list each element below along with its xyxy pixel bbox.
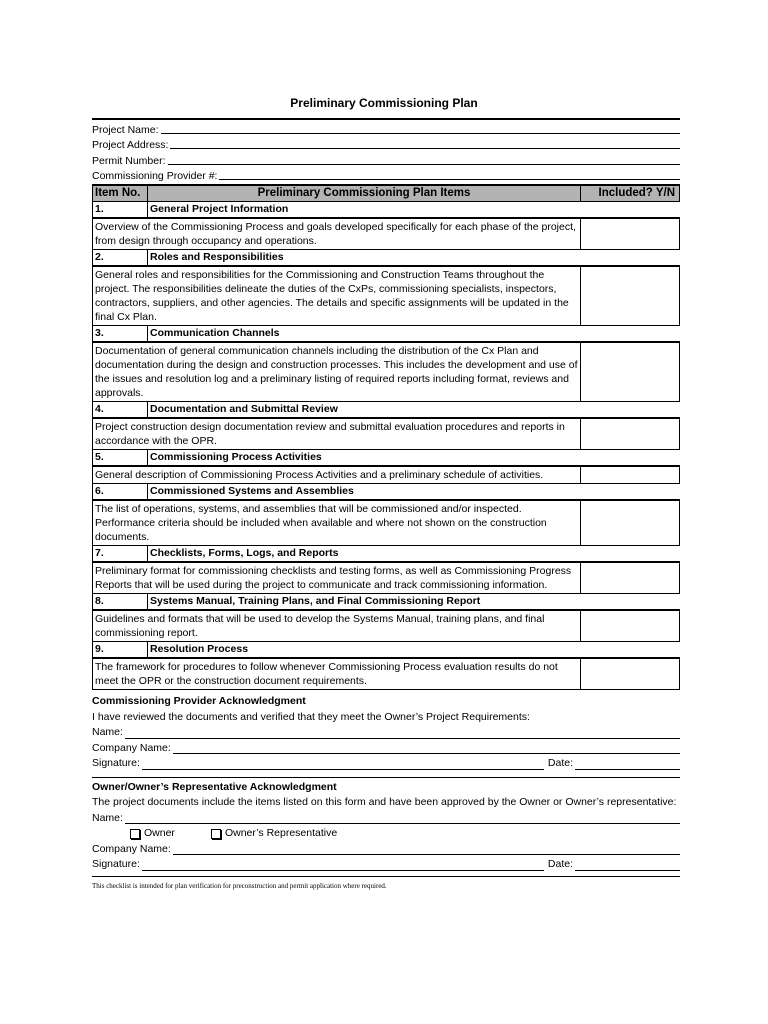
project-field-row <box>92 151 680 167</box>
project-field-label: Project Address: <box>92 139 169 151</box>
owner-signature-field[interactable] <box>142 870 544 871</box>
table-header-row <box>93 185 680 202</box>
section-description-row <box>93 342 680 402</box>
section-description-row <box>93 658 680 690</box>
owner-name-field[interactable] <box>125 823 680 824</box>
owner-acknowledgment <box>92 777 680 895</box>
provider-date-label: Date: <box>547 757 573 769</box>
section-description: Guidelines and formats that will be used to develop the Systems Manual, training plans, and final commissioning report. <box>93 610 581 642</box>
section-description: General roles and responsibilities for the Commissioning and Construction Teams throughout the project. The responsibilities delineate the duties of the CxPs, commissioning specialists, inspectors, contractors, suppliers, and other agencies. The details and specific assignments will be updated in the final Cx Plan. <box>93 266 581 326</box>
provider-ack-heading: Commissioning Provider Acknowledgment <box>92 695 306 707</box>
included-yn-cell[interactable] <box>581 466 680 484</box>
owner-company-row <box>92 842 680 858</box>
section-number: 2. <box>93 250 148 267</box>
section-title: Commissioned Systems and Assemblies <box>148 484 581 501</box>
owner-rep-checkbox-icon[interactable] <box>211 829 221 839</box>
form-area <box>92 118 680 894</box>
section-blank <box>581 594 680 611</box>
included-yn-cell[interactable] <box>581 562 680 594</box>
section-description: General description of Commissioning Process Activities and a preliminary schedule of activities. <box>93 466 581 484</box>
included-yn-cell[interactable] <box>581 500 680 546</box>
footnote: This checklist is intended for plan verification for preconstruction and permit application where required. <box>92 876 680 895</box>
section-number: 6. <box>93 484 148 501</box>
section-description: Preliminary format for commissioning checklists and testing forms, as well as Commissioning Progress Reports that will be used during the project to communicate and track commissioning information. <box>93 562 581 594</box>
section-row <box>93 484 680 501</box>
project-field-label: Project Name: <box>92 123 159 136</box>
owner-ack-statement: The project documents include the items listed on this form and have been approved by the Owner or Owner’s representative: <box>92 796 677 808</box>
section-row <box>93 202 680 219</box>
included-yn-cell[interactable] <box>581 266 680 326</box>
section-number: 9. <box>93 642 148 659</box>
included-yn-cell[interactable] <box>581 418 680 450</box>
section-description-row <box>93 266 680 326</box>
provider-name-label: Name: <box>92 726 123 738</box>
owner-name-row <box>92 811 680 827</box>
section-description: The list of operations, systems, and assemblies that will be commissioned and/or inspected. Performance criteria should be included when available and where not shown on the construction documents. <box>93 500 581 546</box>
section-title: Checklists, Forms, Logs, and Reports <box>148 546 581 563</box>
project-field-row <box>92 120 680 136</box>
section-number: 3. <box>93 326 148 343</box>
section-number: 4. <box>93 402 148 419</box>
section-title: General Project Information <box>148 202 581 219</box>
provider-company-label: Company Name: <box>92 741 171 754</box>
owner-date-label: Date: <box>547 858 573 870</box>
page-title: Preliminary Commissioning Plan <box>290 96 478 110</box>
included-yn-cell[interactable] <box>581 610 680 642</box>
owner-rep-option[interactable] <box>211 826 337 842</box>
section-description: Project construction design documentation review and submittal evaluation procedures and reports in accordance with the OPR. <box>93 418 581 450</box>
header-plan-items: Preliminary Commissioning Plan Items <box>148 185 581 202</box>
owner-date-field[interactable] <box>575 870 680 871</box>
included-yn-cell[interactable] <box>581 218 680 250</box>
section-blank <box>581 250 680 267</box>
included-yn-cell[interactable] <box>581 342 680 402</box>
section-description-row <box>93 500 680 546</box>
section-row <box>93 326 680 343</box>
owner-role-options <box>92 826 680 842</box>
section-blank <box>581 642 680 659</box>
owner-rep-option-label: Owner’s Representative <box>224 827 338 839</box>
header-included: Included? Y/N <box>581 185 680 202</box>
included-yn-cell[interactable] <box>581 658 680 690</box>
project-field-input[interactable] <box>219 178 680 180</box>
section-description-row <box>93 418 680 450</box>
section-blank <box>581 450 680 467</box>
project-field-label: Permit Number: <box>92 154 166 167</box>
section-blank <box>581 326 680 343</box>
project-field-row <box>92 167 680 183</box>
section-description-row <box>93 562 680 594</box>
section-title: Systems Manual, Training Plans, and Final Commissioning Report <box>148 594 581 611</box>
section-row <box>93 594 680 611</box>
section-description: The framework for procedures to follow whenever Commissioning Process evaluation results do not meet the OPR or the construction document requirements. <box>93 658 581 690</box>
project-field-label: Commissioning Provider #: <box>92 170 218 182</box>
provider-signature-label: Signature: <box>92 757 140 769</box>
section-blank <box>581 484 680 501</box>
section-description: Overview of the Commissioning Process and goals developed specifically for each phase of the project, from design through occupancy and operations. <box>93 218 581 250</box>
section-row <box>93 642 680 659</box>
owner-company-label: Company Name: <box>92 842 171 855</box>
provider-acknowledgment <box>92 694 680 772</box>
section-description-row <box>93 218 680 250</box>
section-description-row <box>93 466 680 484</box>
provider-ack-statement: I have reviewed the documents and verified that they meet the Owner’s Project Requirements: <box>92 710 530 723</box>
section-number: 1. <box>93 202 148 219</box>
provider-signature-field[interactable] <box>142 769 544 770</box>
owner-signature-label: Signature: <box>92 858 140 870</box>
provider-signature-row <box>92 756 680 772</box>
section-description-row <box>93 610 680 642</box>
section-row <box>93 450 680 467</box>
owner-option-label: Owner <box>144 827 175 839</box>
section-description: Documentation of general communication channels including the distribution of the Cx Plan and documentation during the design and construction processes. This includes the development and use of the issues and resolution log and a preliminary listing of required reports including format, reviews and approvals. <box>93 342 581 402</box>
section-title: Documentation and Submittal Review <box>148 402 581 419</box>
owner-option[interactable] <box>130 826 175 842</box>
provider-name-row <box>92 725 680 741</box>
header-item-no: Item No. <box>93 185 148 202</box>
project-fields <box>92 120 680 182</box>
owner-ack-heading: Owner/Owner’s Representative Acknowledgment <box>92 777 680 796</box>
section-blank <box>581 402 680 419</box>
section-row <box>93 250 680 267</box>
project-field-input[interactable] <box>168 163 680 165</box>
provider-date-field[interactable] <box>575 769 680 770</box>
project-field-row <box>92 136 680 152</box>
section-row <box>93 546 680 563</box>
section-blank <box>581 546 680 563</box>
section-title: Commissioning Process Activities <box>148 450 581 467</box>
section-row <box>93 402 680 419</box>
section-number: 7. <box>93 546 148 563</box>
section-title: Resolution Process <box>148 642 581 659</box>
section-title: Communication Channels <box>148 326 581 343</box>
section-number: 5. <box>93 450 148 467</box>
section-number: 8. <box>93 594 148 611</box>
owner-signature-row <box>92 857 680 873</box>
commissioning-items-table <box>92 184 680 690</box>
provider-name-field[interactable] <box>125 738 680 739</box>
section-title: Roles and Responsibilities <box>148 250 581 267</box>
owner-company-field[interactable] <box>173 854 680 855</box>
owner-checkbox-icon[interactable] <box>130 829 140 839</box>
owner-name-label: Name: <box>92 811 123 824</box>
project-field-input[interactable] <box>161 132 680 134</box>
provider-company-field[interactable] <box>173 753 680 754</box>
section-blank <box>581 202 680 219</box>
project-field-input[interactable] <box>170 147 680 149</box>
provider-company-row <box>92 741 680 757</box>
